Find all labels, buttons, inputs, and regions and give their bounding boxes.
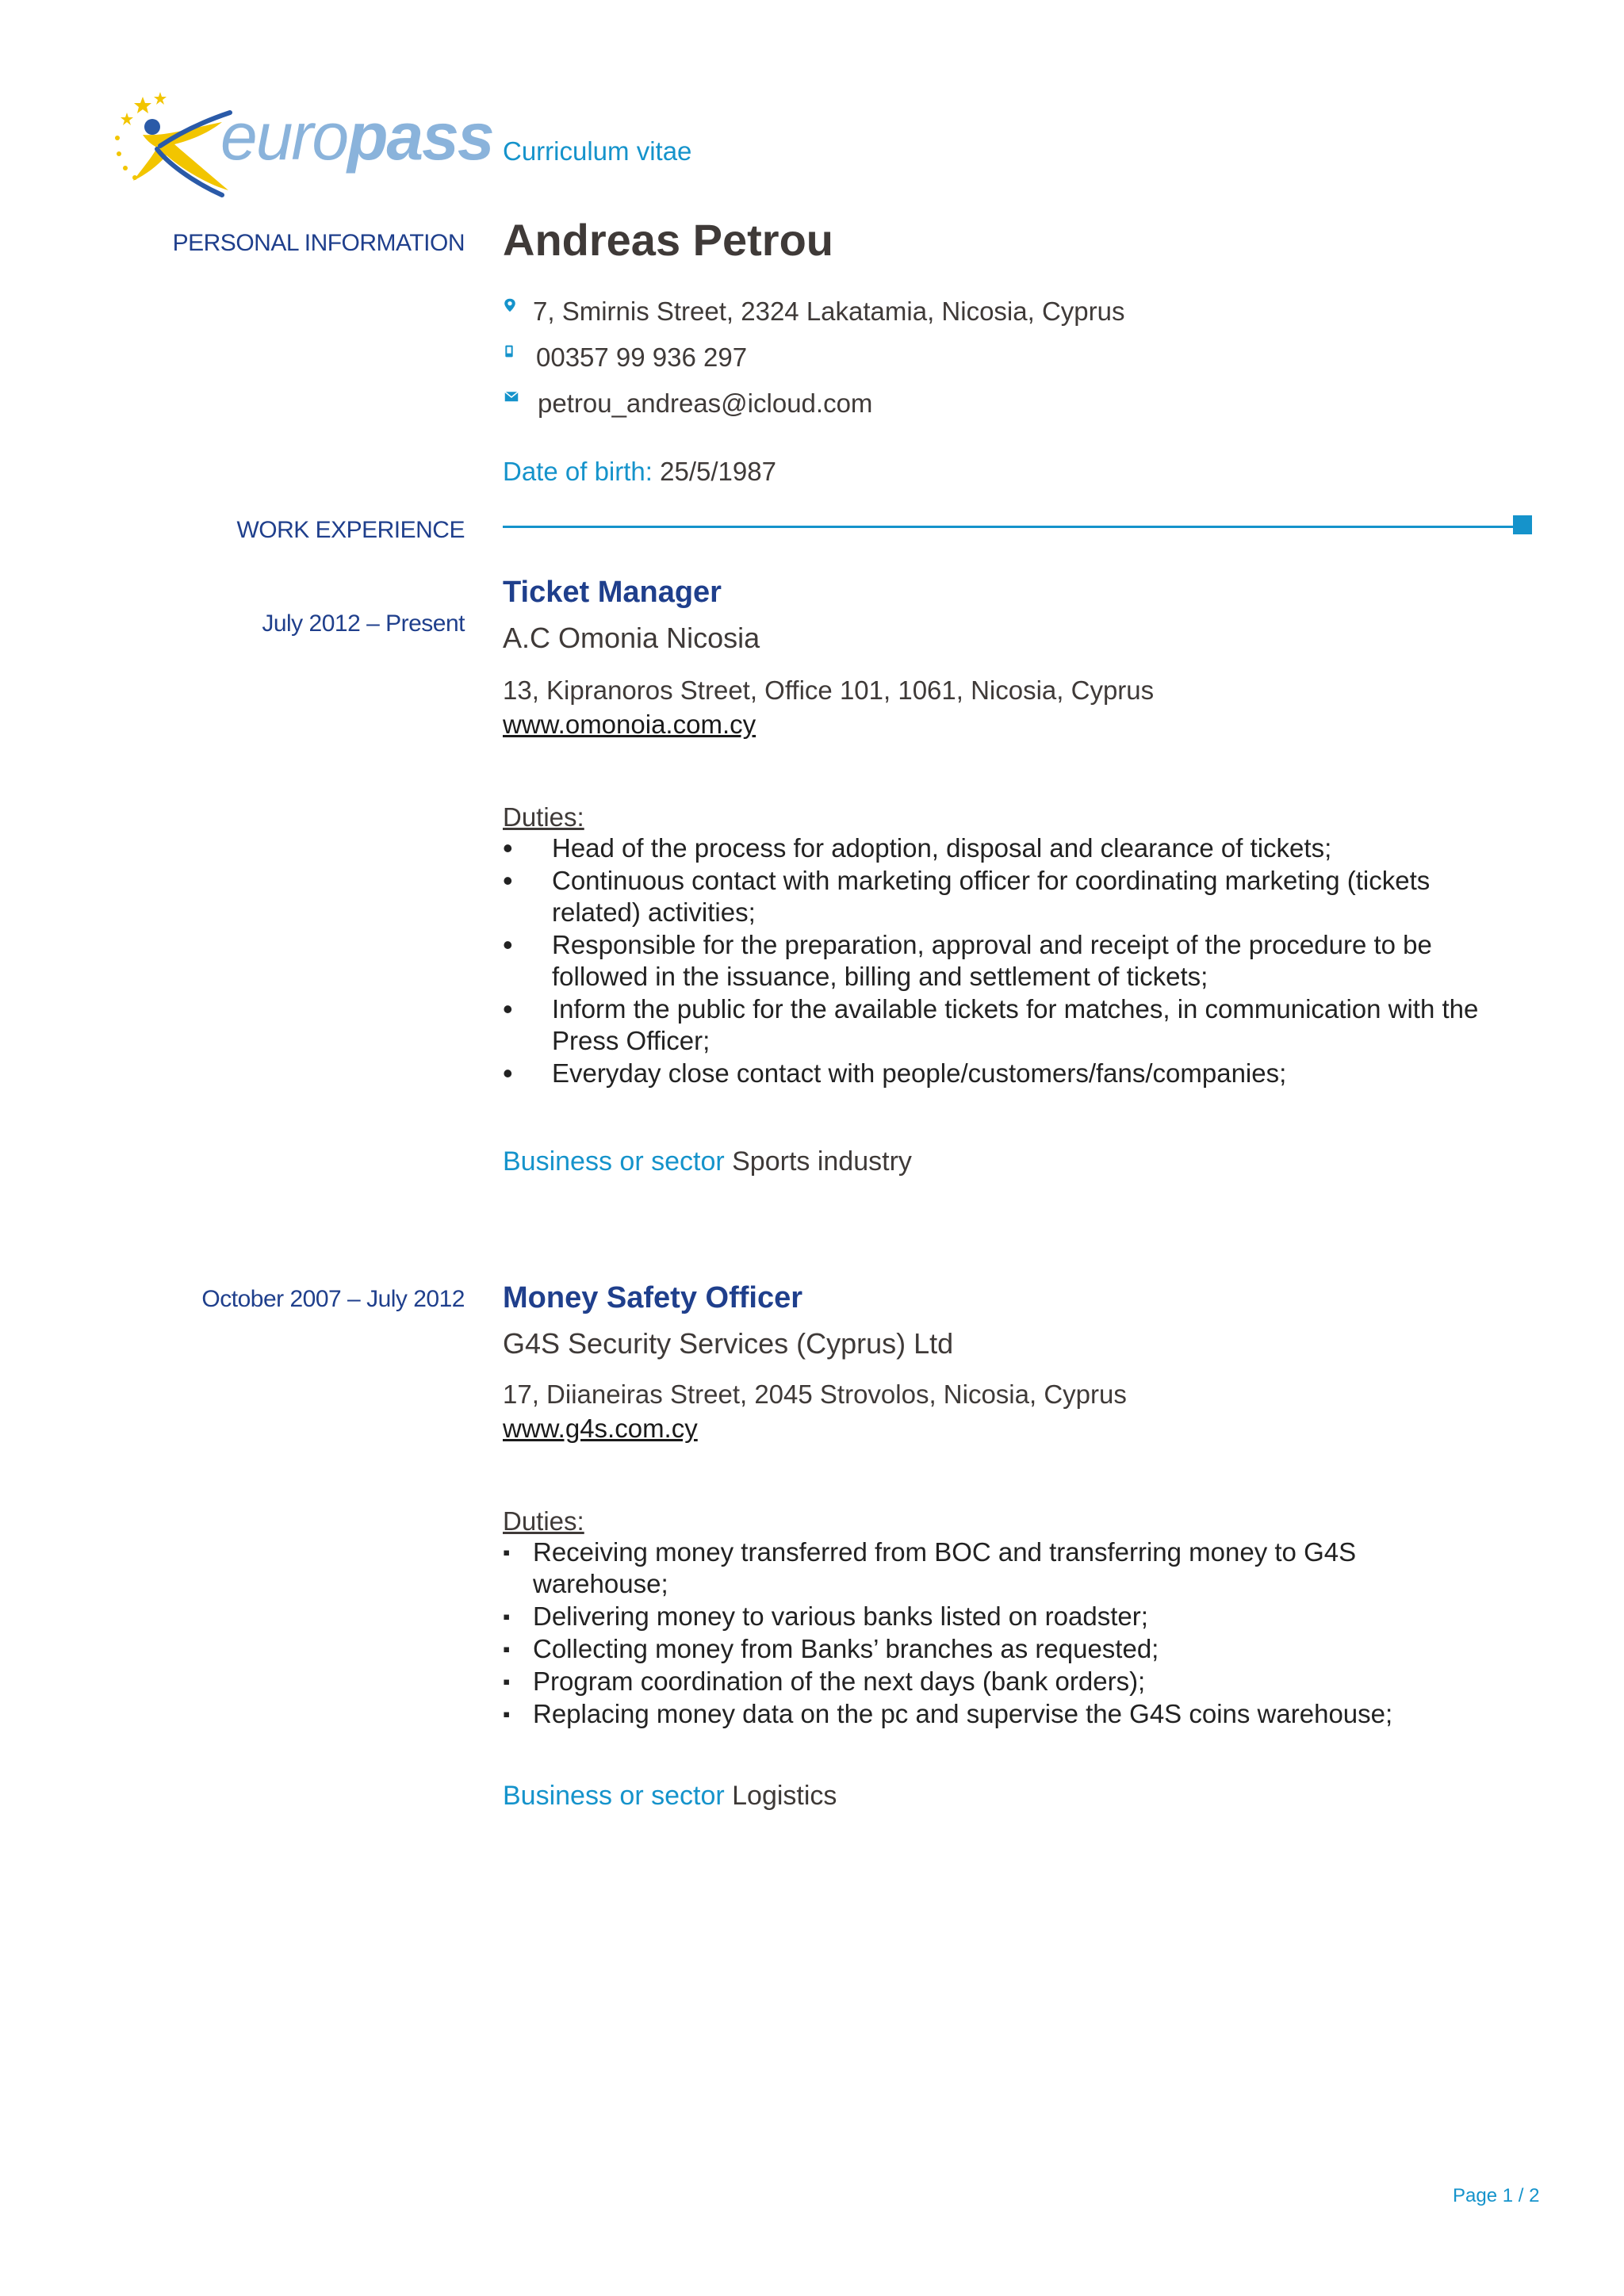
duty-item: • Responsible for the preparation, approval and receipt of the procedure to be followed in the issuance, billing and settlement of tickets; xyxy=(503,929,1496,993)
personal-information-label: PERSONAL INFORMATION xyxy=(172,230,465,256)
europass-wordmark: europass xyxy=(220,99,493,174)
duty-item: ▪ Replacing money data on the pc and supervise the G4S coins warehouse; xyxy=(503,1698,1534,1730)
business-sector xyxy=(503,1146,912,1177)
sector-value: Sports industry xyxy=(732,1146,912,1177)
dob-value: 25/5/1987 xyxy=(660,457,776,486)
email-text[interactable]: petrou_andreas@icloud.com xyxy=(538,388,873,418)
section-divider-marker xyxy=(1513,515,1532,534)
sector-value: Logistics xyxy=(732,1781,837,1811)
job-title: Ticket Manager xyxy=(503,576,722,609)
dob-label: Date of birth: xyxy=(503,457,653,486)
address-row xyxy=(503,297,1124,327)
job-dates: October 2007 – July 2012 xyxy=(201,1286,465,1312)
location-pin-icon xyxy=(503,295,517,316)
europass-logo xyxy=(111,89,493,200)
sector-label: Business or sector xyxy=(503,1781,725,1811)
employer-address: 13, Kipranoros Street, Office 101, 1061, Nicosia, Cyprus xyxy=(503,675,1155,705)
envelope-icon xyxy=(503,390,520,404)
europass-figure-icon xyxy=(111,89,238,200)
employer-website-link[interactable]: www.g4s.com.cy xyxy=(503,1414,698,1443)
duties-heading: Duties: xyxy=(503,802,584,832)
duties-list xyxy=(503,832,1534,1090)
email-row[interactable] xyxy=(503,388,872,419)
address-text: 7, Smirnis Street, 2324 Lakatamia, Nicosia, Cyprus xyxy=(533,297,1125,326)
duty-item: • Inform the public for the available tickets for matches, in communication with the Press Officer; xyxy=(503,993,1543,1057)
duty-item: • Head of the process for adoption, disposal and clearance of tickets; xyxy=(503,832,1534,864)
duty-item: ▪ Delivering money to various banks listed on roadster; xyxy=(503,1601,1534,1632)
employer-website-link[interactable]: www.omonoia.com.cy xyxy=(503,710,756,739)
duties-list xyxy=(503,1536,1534,1731)
duty-item: ▪ Receiving money transferred from BOC and transferring money to G4S warehouse; xyxy=(503,1536,1421,1600)
document-title: Curriculum vitae xyxy=(503,136,692,166)
page-number: Page 1 / 2 xyxy=(1453,2185,1540,2206)
duties-heading: Duties: xyxy=(503,1506,584,1536)
phone-row xyxy=(503,342,747,373)
duty-item: • Everyday close contact with people/customers/fans/companies; xyxy=(503,1058,1534,1089)
sector-label: Business or sector xyxy=(503,1146,725,1177)
employer-address: 17, Diianeiras Street, 2045 Strovolos, Nicosia, Cyprus xyxy=(503,1380,1127,1409)
section-divider xyxy=(503,526,1513,528)
date-of-birth xyxy=(503,457,776,487)
job-dates: July 2012 – Present xyxy=(262,610,465,637)
duty-item: • Continuous contact with marketing officer for coordinating marketing (tickets related) activities; xyxy=(503,865,1496,928)
duty-item: ▪ Program coordination of the next days (bank orders); xyxy=(503,1666,1534,1697)
mobile-phone-icon xyxy=(503,342,515,360)
duty-item: ▪ Collecting money from Banks’ branches as requested; xyxy=(503,1633,1534,1665)
business-sector xyxy=(503,1781,837,1812)
work-experience-label: WORK EXPERIENCE xyxy=(236,517,465,543)
employer-name: A.C Omonia Nicosia xyxy=(503,622,760,654)
employer-name: G4S Security Services (Cyprus) Ltd xyxy=(503,1327,954,1360)
job-title: Money Safety Officer xyxy=(503,1281,802,1314)
phone-text: 00357 99 936 297 xyxy=(536,342,748,372)
candidate-name: Andreas Petrou xyxy=(503,215,833,265)
